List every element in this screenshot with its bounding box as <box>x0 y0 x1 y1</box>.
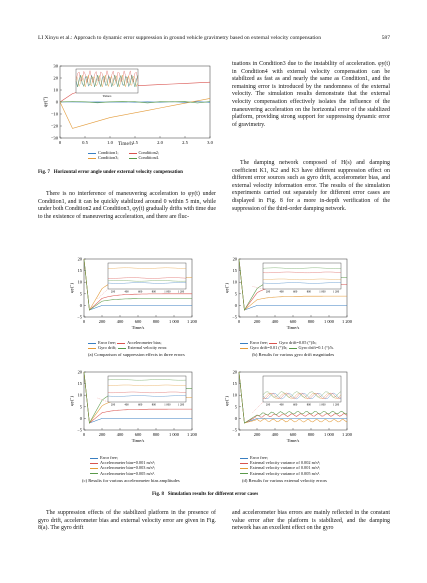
bottom-left-paragraph: The suppression effects of the stabilized platform in the presence of gyro drift, accelerometer bias and external velocity error are given in Fig. 8(a). The gyro drift <box>38 510 216 532</box>
fig8-inset-tick: 800 <box>151 403 156 407</box>
fig8-xtick-label: 400 <box>271 432 279 437</box>
bottom-right-paragraph: and accelerometer bias errors are mainly reflected in the constant value error after the platform is stabilized, and the damping network has an excellent effect on the gyro <box>232 510 390 532</box>
fig8-panel-a <box>70 255 200 333</box>
fig8-caption: Fig. 8 Simulation results for different error cases <box>152 492 259 497</box>
fig8d-leg-0: Error free; <box>240 455 390 460</box>
fig8a-leg-0: Error free; <box>88 340 116 345</box>
fig8-xtick-label: 1 000 <box>169 319 179 324</box>
fig8b-leg-2: Gyro drift=0.01 (°)/h; <box>240 345 287 350</box>
fig7-ylabel: φy(″) <box>44 96 49 108</box>
fig8-xtick-label: 200 <box>253 319 261 324</box>
fig8d-leg-1: External velocity variance of 0.002 m/s²; <box>240 460 390 465</box>
fig8-xtick-label: 400 <box>271 319 279 324</box>
fig8-ytick-label: 20 <box>77 256 82 262</box>
fig8b-legend <box>240 340 380 350</box>
fig7-caption: Fig. 7 Horizontal error angle under external velocity compensation <box>38 170 183 175</box>
fig8-xtick-label: 600 <box>134 432 142 437</box>
right-paragraph-2: The damping network composed of H(s) and damping coefficient K1, K2 and K3 have different suppression effect on different error sources such as gyro drift, accelerometer bias, and external velocity information error. The results of the simulation experiments carried out separately for different error cases are displayed in Fig. 8 for a more in-depth verification of the suppression of the third-order damping network. <box>232 160 390 212</box>
fig8-inset-tick: 600 <box>138 403 143 407</box>
fig8-inset-tick: 400 <box>279 290 284 294</box>
fig8-panel-b <box>225 255 355 333</box>
page-number: 587 <box>381 35 390 41</box>
fig7-legend-c3: Condition3; <box>88 155 119 160</box>
fig8c-leg-1: Accelerometer bias=0.001 m/s²; <box>90 460 220 465</box>
fig8-xtick-label: 800 <box>307 319 315 324</box>
fig8d-leg-3: External velocity variance of 0.005 m/s². <box>240 471 390 476</box>
fig8-ytick-label: −5 <box>232 314 237 320</box>
fig8-xtick-label: 600 <box>134 319 142 324</box>
fig8b-leg-0: Error free; <box>240 340 268 345</box>
right-paragraph-1: tuations in Condition3 due to the instability of acceleration. φy(t) in Condition4 with external velocity compensation can be stabilized as fast as and nearly the same as Condition1, and the remaining error is introduced by the randomness of the external velocity. The simulation results demonstrate that the external velocity compensation effectively isolates the influence of the maneuvering acceleration on the horizontal error of the stabilized platform, providing strong support for suppressing dynamic error of gravimetry. <box>232 61 390 128</box>
fig8-ytick-label: 0 <box>234 302 237 308</box>
fig8-ytick-label: −5 <box>77 427 82 433</box>
fig8-xtick-label: 400 <box>116 319 124 324</box>
fig8-inset-tick: 200 <box>110 290 116 294</box>
fig7-xtick-label: 1.0 <box>107 140 113 145</box>
fig8-panel-c <box>70 368 200 446</box>
fig7-xtick-label: 2.5 <box>182 140 188 145</box>
fig8-ytick-label: 20 <box>232 256 237 262</box>
fig8-xtick-label: 1 000 <box>324 432 334 437</box>
fig8-ytick-label: −5 <box>77 314 82 320</box>
fig8-ytick-label: 5 <box>79 291 82 297</box>
fig8-inset-tick: 1 000 <box>319 403 326 407</box>
fig8-ytick-label: −5 <box>232 427 237 433</box>
fig7-series-line-3 <box>60 98 210 128</box>
fig8a-legend <box>88 340 218 350</box>
fig8-inset-tick: 800 <box>151 290 156 294</box>
fig8-xlabel: Time/s <box>131 325 145 330</box>
fig8-inset-tick: 800 <box>306 403 311 407</box>
fig8-inset <box>108 263 186 289</box>
fig7-legend-c4: Condition4. <box>129 155 159 160</box>
fig8-xtick-label: 200 <box>253 432 261 437</box>
fig8-ytick-label: 20 <box>77 369 82 375</box>
fig8-xtick-label: 0 <box>237 432 241 437</box>
fig8-xtick-label: 0 <box>82 432 86 437</box>
fig7-xtick-label: 0 <box>58 140 62 145</box>
fig8-inset-tick: 600 <box>293 403 298 407</box>
fig8-ytick-label: 15 <box>77 268 82 274</box>
running-header <box>38 35 390 41</box>
fig8-inset-tick: 600 <box>293 290 298 294</box>
fig8-xlabel: Time/s <box>131 438 145 443</box>
fig8b-leg-3: Gyro drift=0.1 (°)/h. <box>289 345 334 350</box>
fig8c-leg-2: Accelerometer bias=0.003 m/s²; <box>90 465 220 470</box>
fig8-inset <box>263 263 341 289</box>
fig7-ytick-label: 20 <box>53 75 58 81</box>
fig7-inset <box>76 69 138 93</box>
fig8-ylabel: φy(″) <box>224 396 229 406</box>
fig8-xtick-label: 1 200 <box>187 432 197 437</box>
fig7-xtick-label: 1.5 <box>132 140 138 145</box>
fig8-ylabel: φy(″) <box>224 283 229 293</box>
fig8-xtick-label: 800 <box>152 432 160 437</box>
fig8-zoom-connector <box>253 286 264 289</box>
fig8-ytick-label: 10 <box>77 392 82 398</box>
fig8-inset-tick: 1 200 <box>332 403 340 407</box>
fig8-xtick-label: 200 <box>98 319 106 324</box>
fig8-xtick-label: 1 000 <box>324 319 334 324</box>
fig8-inset-tick: 400 <box>124 403 129 407</box>
fig8-ytick-label: 10 <box>232 392 237 398</box>
fig8-ytick-label: 10 <box>232 279 237 285</box>
fig8a-leg-3: External velocity error. <box>118 345 168 350</box>
fig7-ytick-label: −20 <box>50 123 58 129</box>
fig8-ytick-label: 0 <box>79 302 82 308</box>
fig8-ytick-label: 15 <box>232 268 237 274</box>
fig7-legend <box>88 150 198 160</box>
fig7-legend-c1: Condition1; <box>88 150 119 155</box>
fig8-xtick-label: 800 <box>307 432 315 437</box>
fig8-panel-d <box>225 368 355 446</box>
fig7-xlabel: Time/h <box>118 141 133 147</box>
fig7-ytick-label: −30 <box>50 135 58 141</box>
fig8-inset-tick: 600 <box>138 290 143 294</box>
fig8-ytick-label: 5 <box>234 404 237 410</box>
fig8-ytick-label: 15 <box>77 381 82 387</box>
fig8-inset-tick: 200 <box>265 403 271 407</box>
fig8a-leg-1: Accelerometer bias; <box>117 340 161 345</box>
fig7-ytick-label: 10 <box>53 87 58 93</box>
fig8b-leg-1: Gyro drift=0.05 (°)/h; <box>269 340 316 345</box>
fig8-ytick-label: 5 <box>234 291 237 297</box>
fig7-xtick-label: 3.0 <box>207 140 213 145</box>
fig7-ytick-label: −10 <box>50 111 58 117</box>
fig8-inset-tick: 1 200 <box>332 290 340 294</box>
fig8d-leg-2: External velocity variance of 0.001 m/s²; <box>240 465 390 470</box>
fig8c-caption: (c) Results for various accelerometer bias amplitudes <box>82 478 180 483</box>
fig8-xtick-label: 0 <box>82 319 86 324</box>
fig8c-leg-3: Accelerometer bias=0.005 m/s². <box>90 471 220 476</box>
fig8-inset-tick: 200 <box>110 403 116 407</box>
fig8-ylabel: φy(″) <box>69 396 74 406</box>
fig8-xtick-label: 1 200 <box>342 319 352 324</box>
fig8-inset-tick: 1 000 <box>164 403 171 407</box>
fig8-xtick-label: 600 <box>289 432 297 437</box>
fig8-inset-tick: 400 <box>124 290 129 294</box>
fig8c-legend <box>90 455 220 476</box>
fig8-zoom-connector <box>253 402 264 413</box>
fig8-xlabel: Time/s <box>286 325 300 330</box>
fig8-ylabel: φy(″) <box>69 283 74 293</box>
fig8-xtick-label: 200 <box>98 432 106 437</box>
fig8b-caption: (b) Results for various gyro drift magnitudes <box>252 352 335 357</box>
fig8-inset-tick: 1 000 <box>164 290 171 294</box>
fig8-xtick-label: 1 200 <box>342 432 352 437</box>
fig7-ytick-label: 30 <box>53 63 58 69</box>
fig8d-legend <box>240 455 390 476</box>
fig8d-caption: (d) Results for various external velocity errors <box>242 478 327 483</box>
fig8-inset <box>263 376 341 402</box>
fig8-inset-tick: 200 <box>265 290 271 294</box>
fig8-ytick-label: 20 <box>232 369 237 375</box>
fig7-inset-xlabel: Time/s <box>102 94 112 98</box>
left-paragraph-1: There is no interference of maneuvering acceleration to φy(t) under Condition1, and it can be quickly stabilized around 0 within 5 min, while under both Condition2 and Condition3, φy(t) gradually drifts with time due to the existence of maneuvering acceleration, and there are fluc- <box>38 191 216 220</box>
fig8-xtick-label: 800 <box>152 319 160 324</box>
fig8-inset-tick: 800 <box>306 290 311 294</box>
fig7-legend-c2: Condition2; <box>129 150 160 155</box>
fig8c-leg-0: Error free; <box>90 455 220 460</box>
fig8-xlabel: Time/s <box>286 438 300 443</box>
fig8-xtick-label: 400 <box>116 432 124 437</box>
fig8-ytick-label: 10 <box>77 279 82 285</box>
header-title: LI Xinyu et al.: Approach to dynamic error suppression in ground vehicle gravimetry based on external velocity compensation <box>38 35 322 41</box>
fig8-inset-tick: 400 <box>279 403 284 407</box>
fig8-ytick-label: 0 <box>234 415 237 421</box>
fig8-ytick-label: 5 <box>79 404 82 410</box>
fig7-ytick-label: 0 <box>55 99 58 105</box>
fig8a-caption: (a) Comparison of suppression effects in three errors <box>88 352 185 357</box>
fig8-inset-tick: 1 200 <box>177 290 185 294</box>
fig8-ytick-label: 0 <box>79 415 82 421</box>
fig8-xtick-label: 600 <box>289 319 297 324</box>
fig7-xtick-label: 2.0 <box>157 140 163 145</box>
fig8-inset-tick: 1 200 <box>177 403 185 407</box>
fig8-xtick-label: 1 000 <box>169 432 179 437</box>
fig8-inset-tick: 1 000 <box>319 290 326 294</box>
fig8-xtick-label: 1 200 <box>187 319 197 324</box>
fig8-ytick-label: 15 <box>232 381 237 387</box>
fig8-xtick-label: 0 <box>237 319 241 324</box>
fig8a-leg-2: Gyro drift; <box>88 345 117 350</box>
fig7-xtick-label: 0.5 <box>82 140 88 145</box>
